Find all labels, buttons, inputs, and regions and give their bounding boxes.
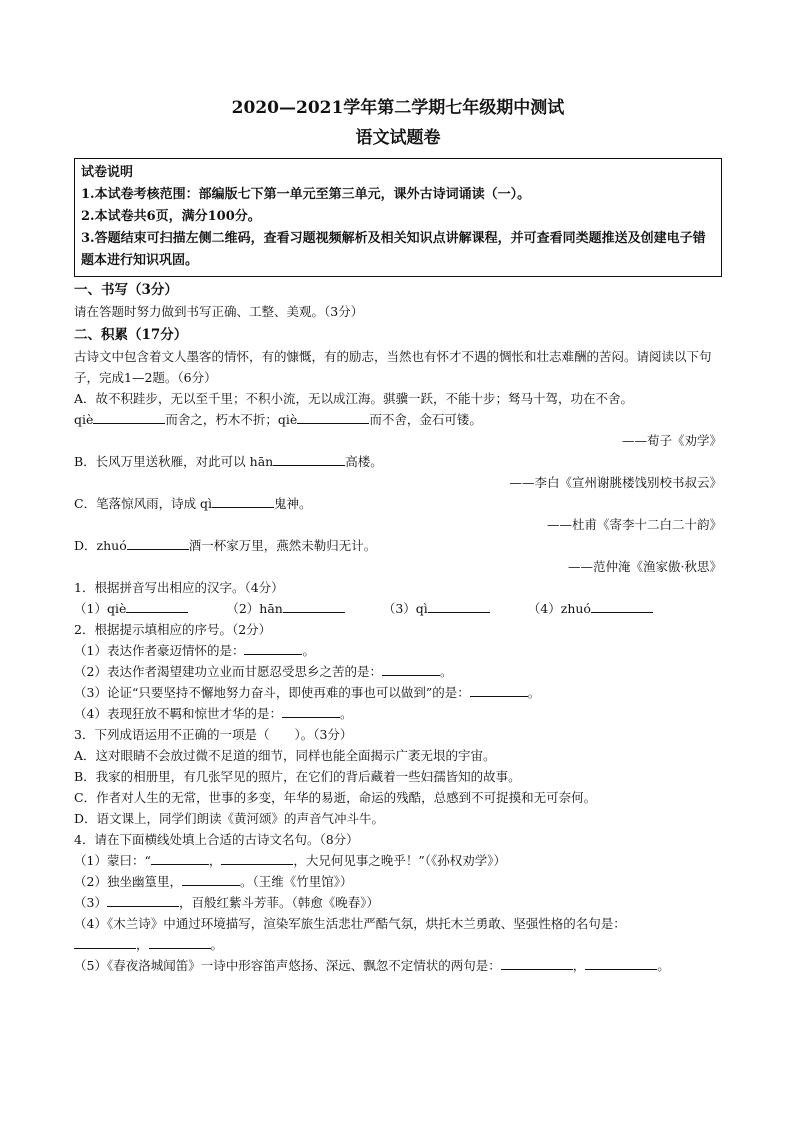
question-1-answers: （1）qiè （2）hān （3）qì （4）zhuó bbox=[74, 598, 722, 619]
question-3-stem: 3．下列成语运用不正确的一项是（ ）。（3分） bbox=[74, 727, 353, 742]
answer-1-4[interactable] bbox=[591, 599, 653, 613]
question-4-item-4: （4）《木兰诗》中通过环境描写，渲染军旅生活悲壮严酷气氛，烘托木兰勇敢、坚强性格的名句是： ， 。 bbox=[74, 916, 626, 952]
blank-zhuo[interactable] bbox=[127, 536, 189, 550]
answer-1-1[interactable] bbox=[126, 599, 188, 613]
question-4-item-3: （3） ，百般红紫斗芳菲。（韩愈《晚春》） bbox=[74, 895, 379, 910]
answer-1-3[interactable] bbox=[428, 599, 490, 613]
answer-4-2[interactable] bbox=[182, 872, 240, 886]
answer-2-4[interactable] bbox=[282, 704, 340, 718]
passage-a-source: ——荀子《劝学》 bbox=[621, 433, 722, 448]
question-2-stem: 2．根据提示填相应的序号。（2分） bbox=[74, 622, 272, 637]
exam-title: 2020—2021学年第二学期七年级期中测试 bbox=[231, 98, 565, 118]
exam-subtitle: 语文试题卷 bbox=[355, 128, 441, 148]
answer-2-3[interactable] bbox=[470, 683, 528, 697]
question-3-option-b: B．我家的相册里，有几张罕见的照片，在它们的背后藏着一些妇孺皆知的故事。 bbox=[74, 769, 521, 784]
passage-b-source: ——李白《宣州谢朓楼饯别校书叔云》 bbox=[509, 475, 722, 490]
answer-4-1a[interactable] bbox=[151, 851, 209, 865]
notice-item-1: 1.本试卷考核范围：部编版七下第一单元至第三单元，课外古诗词诵读（一）。 bbox=[81, 187, 531, 202]
exam-page bbox=[74, 96, 722, 976]
question-1-stem: 1．根据拼音写出相应的汉字。（4分） bbox=[74, 580, 284, 595]
passage-a-line-2: qiè 而舍之，朽木不折；qiè 而不舍，金石可镂。 bbox=[74, 412, 482, 427]
question-4-item-2: （2）独坐幽篁里， 。（王维《竹里馆》） bbox=[74, 874, 353, 889]
section-1-text: 请在答题时努力做到书写正确、工整、美观。（3分） bbox=[74, 304, 364, 319]
answer-4-4a[interactable] bbox=[74, 935, 136, 949]
blank-han[interactable] bbox=[273, 452, 345, 466]
blank-qie-1[interactable] bbox=[93, 410, 165, 424]
passage-c-source: ——杜甫《寄李十二白二十韵》 bbox=[546, 517, 722, 532]
question-3-option-c: C．作者对人生的无常，世事的多变，年华的易逝，命运的残酷，总感到不可捉摸和无可奈何。 bbox=[74, 790, 597, 805]
question-4-item-1: （1）蒙曰：“ ， ，大兄何见事之晚乎！”（《孙权劝学》） bbox=[74, 853, 507, 868]
notice-item-2: 2.本试卷共6页，满分100分。 bbox=[81, 209, 261, 224]
answer-4-4b[interactable] bbox=[149, 935, 211, 949]
exam-notice-box bbox=[74, 158, 722, 277]
question-3-option-d: D．语文课上，同学们朗读《黄河颂》的声音气冲斗牛。 bbox=[74, 811, 385, 826]
answer-2-2[interactable] bbox=[382, 662, 440, 676]
notice-item-3: 3.答题结束可扫描左侧二维码，查看习题视频解析及相关知识点讲解课程，并可查看同类题推送及创建电子错题本进行知识巩固。 bbox=[81, 231, 706, 268]
blank-qi[interactable] bbox=[212, 494, 274, 508]
question-4-stem: 4．请在下面横线处填上合适的古诗文名句。（8分） bbox=[74, 832, 359, 847]
passage-d-source: ——范仲淹《渔家傲·秋思》 bbox=[568, 559, 722, 574]
answer-4-3[interactable] bbox=[107, 893, 179, 907]
section-1-heading: 一、书写（3分） bbox=[74, 282, 178, 298]
question-2-item-2: （2）表达作者渴望建功立业而甘愿忍受思乡之苦的是： 。 bbox=[74, 664, 453, 679]
section-2-intro: 古诗文中包含着文人墨客的情怀，有的慷慨，有的励志，当然也有怀才不遇的惆怅和壮志难酬的苦闷。请阅读以下句子，完成1—2题。（6分） bbox=[74, 349, 712, 385]
question-2-item-1: （1）表达作者豪迈情怀的是： 。 bbox=[74, 643, 315, 658]
answer-4-1b[interactable] bbox=[221, 851, 293, 865]
question-4-item-5: （5）《春夜洛城闻笛》一诗中形容笛声悠扬、深远、飘忽不定情状的两句是： ， 。 bbox=[74, 958, 670, 973]
question-3-option-a: A．这对眼睛不会放过微不足道的细节，同样也能全面揭示广袤无垠的宇宙。 bbox=[74, 748, 496, 763]
answer-4-5b[interactable] bbox=[585, 956, 657, 970]
answer-4-5a[interactable] bbox=[501, 956, 573, 970]
answer-1-2[interactable] bbox=[283, 599, 345, 613]
passage-a-line-1: A．故不积跬步，无以至千里；不积小流，无以成江海。骐骥一跃，不能十步；驽马十驾，功在不舍。 bbox=[74, 391, 634, 406]
blank-qie-2[interactable] bbox=[297, 410, 369, 424]
passage-b: B．长风万里送秋雁，对此可以 hān 高楼。 bbox=[74, 454, 383, 469]
question-2-item-3: （3）论证“只要坚持不懈地努力奋斗，即使再难的事也可以做到”的是： 。 bbox=[74, 685, 541, 700]
passage-d: D．zhuó 酒一杯家万里，燕然未勒归无计。 bbox=[74, 538, 377, 553]
notice-heading: 试卷说明 bbox=[81, 165, 134, 180]
answer-2-1[interactable] bbox=[244, 641, 302, 655]
passage-c: C．笔落惊风雨，诗成 qì 鬼神。 bbox=[74, 496, 312, 511]
question-2-item-4: （4）表现狂放不羁和惊世才华的是： 。 bbox=[74, 706, 353, 721]
section-2-heading: 二、积累（17分） bbox=[74, 327, 188, 343]
